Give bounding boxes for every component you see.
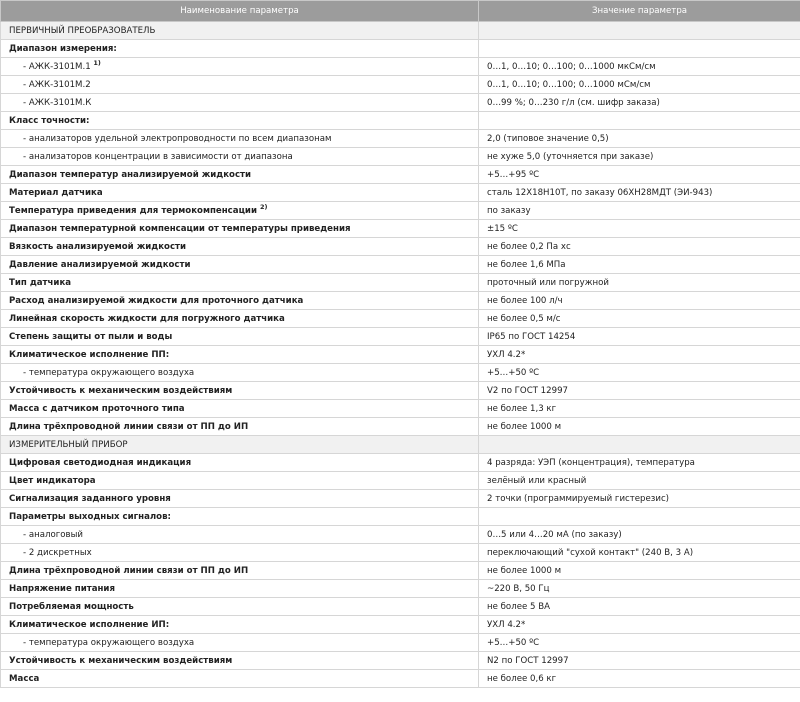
param-value-cell: N2 по ГОСТ 12997 xyxy=(479,652,800,670)
param-name: Масса с датчиком проточного типа xyxy=(9,403,185,414)
param-name-cell xyxy=(1,580,479,598)
table-row xyxy=(1,400,800,418)
table-row xyxy=(1,310,800,328)
param-name: Диапазон измерения: xyxy=(9,43,117,54)
param-value-cell: не более 1000 м xyxy=(479,562,800,580)
table-row xyxy=(1,256,800,274)
list-dash: - xyxy=(23,61,29,72)
param-value-cell: 0…1, 0…10; 0…100; 0…1000 мкСм/см xyxy=(479,58,800,76)
param-name-cell xyxy=(1,508,479,526)
table-row xyxy=(1,580,800,598)
param-name-cell xyxy=(1,526,479,544)
table-row xyxy=(1,544,800,562)
param-name: Длина трёхпроводной линии связи от ПП до ИП xyxy=(9,565,249,576)
footnote-marker: 2) xyxy=(259,202,268,211)
table-row xyxy=(1,454,800,472)
param-name-cell xyxy=(1,346,479,364)
param-value-cell: 0…99 %; 0…230 г/л (см. шифр заказа) xyxy=(479,94,800,112)
list-dash: - xyxy=(23,97,29,108)
table-row xyxy=(1,472,800,490)
table-row xyxy=(1,292,800,310)
param-name: анализаторов концентрации в зависимости от диапазона xyxy=(28,151,293,162)
param-name: Цифровая светодиодная индикация xyxy=(9,457,192,468)
table-row xyxy=(1,364,800,382)
table-row xyxy=(1,616,800,634)
param-name: Расход анализируемой жидкости для проточного датчика xyxy=(9,295,304,306)
param-name: Температура приведения для термокомпенсации xyxy=(9,205,257,216)
param-name-cell xyxy=(1,634,479,652)
param-name-cell xyxy=(1,382,479,400)
list-dash: - xyxy=(23,529,29,540)
list-dash: - xyxy=(23,547,29,558)
param-name-cell xyxy=(1,292,479,310)
table-row xyxy=(1,94,800,112)
table-row xyxy=(1,220,800,238)
table-row xyxy=(1,652,800,670)
param-name: ИЗМЕРИТЕЛЬНЫЙ ПРИБОР xyxy=(9,439,128,450)
table-row xyxy=(1,76,800,94)
param-value-cell: проточный или погружной xyxy=(479,274,800,292)
table-row xyxy=(1,148,800,166)
param-value-cell xyxy=(479,112,800,130)
param-value-cell: не более 1,6 МПа xyxy=(479,256,800,274)
table-row xyxy=(1,274,800,292)
param-name-cell xyxy=(1,562,479,580)
list-dash: - xyxy=(23,133,29,144)
param-name-cell xyxy=(1,130,479,148)
param-name: Тип датчика xyxy=(9,277,72,288)
param-value-cell: не более 0,5 м/с xyxy=(479,310,800,328)
param-value-cell xyxy=(479,40,800,58)
list-dash: - xyxy=(23,79,29,90)
param-value-cell: УХЛ 4.2* xyxy=(479,346,800,364)
param-name: Устойчивость к механическим воздействиям xyxy=(9,385,233,396)
param-name: Климатическое исполнение ИП: xyxy=(9,619,170,630)
table-row xyxy=(1,40,800,58)
param-name: Масса xyxy=(9,673,40,684)
param-name: Устойчивость к механическим воздействиям xyxy=(9,655,233,666)
param-name-cell xyxy=(1,454,479,472)
param-value-cell: зелёный или красный xyxy=(479,472,800,490)
param-value-cell: не более 0,6 кг xyxy=(479,670,800,688)
table-row xyxy=(1,58,800,76)
param-name-cell xyxy=(1,598,479,616)
param-name-cell xyxy=(1,364,479,382)
footnote-marker: 1) xyxy=(93,58,101,67)
param-name-cell xyxy=(1,202,479,220)
param-value-cell: +5…+50 ºС xyxy=(479,634,800,652)
param-name: Давление анализируемой жидкости xyxy=(9,259,191,270)
param-name-cell xyxy=(1,418,479,436)
param-name-cell xyxy=(1,310,479,328)
param-name: Потребляемая мощность xyxy=(9,601,134,612)
param-value-cell: +5…+95 ºС xyxy=(479,166,800,184)
table-row xyxy=(1,382,800,400)
table-row xyxy=(1,238,800,256)
param-value-cell: не более 0,2 Па хс xyxy=(479,238,800,256)
param-name-cell xyxy=(1,58,479,76)
param-name-cell xyxy=(1,22,479,40)
param-name-cell xyxy=(1,472,479,490)
table-header-row xyxy=(1,1,800,22)
list-dash: - xyxy=(23,367,29,378)
param-name: АЖК-3101М.1 xyxy=(28,61,91,72)
table-row xyxy=(1,526,800,544)
param-name: Напряжение питания xyxy=(9,583,115,594)
param-name-cell xyxy=(1,652,479,670)
param-name-cell xyxy=(1,94,479,112)
table-row xyxy=(1,562,800,580)
param-value-cell xyxy=(479,508,800,526)
param-name: Вязкость анализируемой жидкости xyxy=(9,241,187,252)
param-name: Цвет индикатора xyxy=(9,475,96,486)
param-name-cell xyxy=(1,256,479,274)
param-value-cell xyxy=(479,436,800,454)
spec-table-body xyxy=(1,22,800,688)
param-value-cell: переключающий "сухой контакт" (240 В, 3 А) xyxy=(479,544,800,562)
param-value-cell: 4 разряда: УЭП (концентрация), температура xyxy=(479,454,800,472)
table-row xyxy=(1,346,800,364)
param-value-cell: 0…1, 0…10; 0…100; 0…1000 мСм/см xyxy=(479,76,800,94)
list-dash: - xyxy=(23,151,29,162)
param-name: ПЕРВИЧНЫЙ ПРЕОБРАЗОВАТЕЛЬ xyxy=(9,25,156,36)
param-name-cell xyxy=(1,184,479,202)
param-name: Диапазон температурной компенсации от температуры приведения xyxy=(9,223,351,234)
param-name: 2 дискретных xyxy=(28,547,92,558)
param-name-cell xyxy=(1,436,479,454)
param-name-cell xyxy=(1,670,479,688)
param-name: анализаторов удельной электропроводности по всем диапазонам xyxy=(28,133,332,144)
table-row xyxy=(1,490,800,508)
param-name: аналоговый xyxy=(28,529,83,540)
table-row xyxy=(1,202,800,220)
table-row xyxy=(1,166,800,184)
param-name-cell xyxy=(1,400,479,418)
column-header-value: Значение параметра xyxy=(479,1,800,22)
table-row xyxy=(1,634,800,652)
list-dash: - xyxy=(23,637,29,648)
table-row xyxy=(1,418,800,436)
param-name: Климатическое исполнение ПП: xyxy=(9,349,170,360)
param-name: Степень защиты от пыли и воды xyxy=(9,331,173,342)
column-header-name: Наименование параметра xyxy=(1,1,479,22)
table-row xyxy=(1,130,800,148)
param-name-cell xyxy=(1,40,479,58)
param-value-cell: сталь 12Х18Н10Т, по заказу 06ХН28МДТ (ЭИ-943) xyxy=(479,184,800,202)
param-name-cell xyxy=(1,616,479,634)
param-value-cell: 0…5 или 4…20 мА (по заказу) xyxy=(479,526,800,544)
param-value-cell: не более 100 л/ч xyxy=(479,292,800,310)
param-name-cell xyxy=(1,166,479,184)
param-name: Длина трёхпроводной линии связи от ПП до ИП xyxy=(9,421,249,432)
param-name: Линейная скорость жидкости для погружного датчика xyxy=(9,313,285,324)
param-name: температура окружающего воздуха xyxy=(28,637,195,648)
param-value-cell: не более 5 ВА xyxy=(479,598,800,616)
param-value-cell: не более 1,3 кг xyxy=(479,400,800,418)
table-row xyxy=(1,598,800,616)
table-row xyxy=(1,508,800,526)
param-name: АЖК-3101М.К xyxy=(28,97,92,108)
param-name-cell xyxy=(1,76,479,94)
section-header-row xyxy=(1,22,800,40)
param-value-cell: ~220 В, 50 Гц xyxy=(479,580,800,598)
param-name-cell xyxy=(1,274,479,292)
param-name: Параметры выходных сигналов: xyxy=(9,511,171,522)
param-name-cell xyxy=(1,238,479,256)
section-header-row xyxy=(1,436,800,454)
param-name: температура окружающего воздуха xyxy=(28,367,195,378)
param-name: Диапазон температур анализируемой жидкости xyxy=(9,169,252,180)
param-value-cell: не более 1000 м xyxy=(479,418,800,436)
param-value-cell: 2,0 (типовое значение 0,5) xyxy=(479,130,800,148)
table-row xyxy=(1,670,800,688)
param-name-cell xyxy=(1,490,479,508)
param-name-cell xyxy=(1,148,479,166)
table-row xyxy=(1,328,800,346)
param-value-cell: 2 точки (программируемый гистерезис) xyxy=(479,490,800,508)
param-name-cell xyxy=(1,112,479,130)
param-name-cell xyxy=(1,220,479,238)
param-value-cell: ±15 ºС xyxy=(479,220,800,238)
table-row xyxy=(1,184,800,202)
param-name: Сигнализация заданного уровня xyxy=(9,493,171,504)
param-value-cell xyxy=(479,22,800,40)
param-name-cell xyxy=(1,544,479,562)
param-value-cell: УХЛ 4.2* xyxy=(479,616,800,634)
param-value-cell: по заказу xyxy=(479,202,800,220)
param-value-cell: не хуже 5,0 (уточняется при заказе) xyxy=(479,148,800,166)
param-value-cell: +5…+50 ºС xyxy=(479,364,800,382)
param-name: АЖК-3101М.2 xyxy=(28,79,91,90)
param-name-cell xyxy=(1,328,479,346)
param-value-cell: IP65 по ГОСТ 14254 xyxy=(479,328,800,346)
table-row xyxy=(1,112,800,130)
param-value-cell: V2 по ГОСТ 12997 xyxy=(479,382,800,400)
param-name: Класс точности: xyxy=(9,115,90,126)
param-name: Материал датчика xyxy=(9,187,103,198)
